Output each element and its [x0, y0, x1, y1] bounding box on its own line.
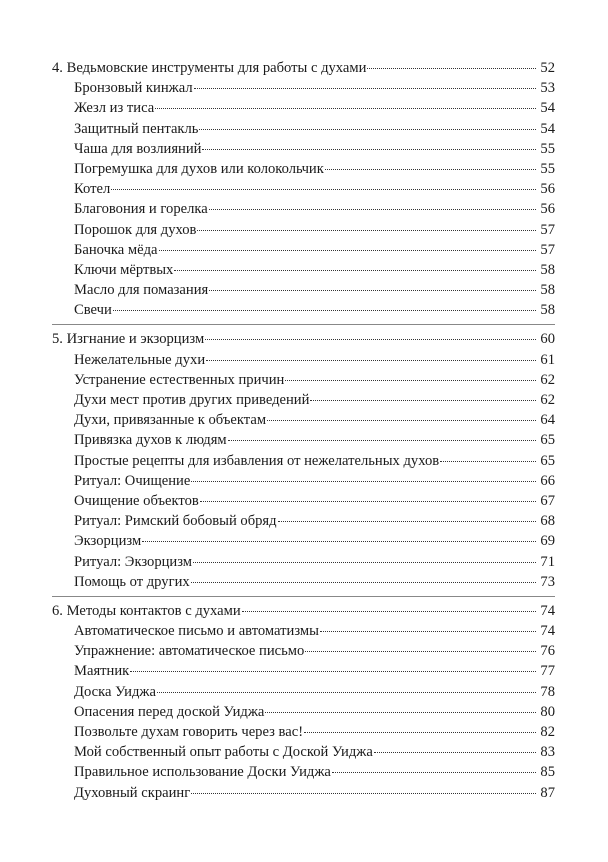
page-number: 53: [540, 80, 555, 97]
page-number: 54: [540, 120, 555, 137]
entry-title: Котел: [74, 181, 111, 198]
dot-leader: [440, 460, 536, 462]
dot-leader: [304, 731, 536, 733]
page-number: 58: [540, 302, 555, 319]
dot-leader: [193, 561, 536, 563]
subsection-entry[interactable]: [52, 280, 555, 300]
entry-title: Духовный скраинг: [74, 784, 191, 801]
subsection-entry[interactable]: [52, 531, 555, 551]
entry-title: Устранение естественных причин: [74, 371, 285, 388]
entry-title: Опасения перед доской Уиджа: [74, 703, 265, 720]
subsection-entry[interactable]: [52, 78, 555, 98]
page-number: 69: [540, 533, 555, 550]
entry-title: Мой собственный опыт работы с Доской Уиджа: [74, 744, 373, 761]
page-number: 60: [540, 331, 555, 348]
entry-title: 4. Ведьмовские инструменты для работы с духами: [52, 60, 367, 76]
page-number: 85: [540, 764, 555, 781]
entry-title: 5. Изгнание и экзорцизм: [52, 331, 205, 348]
dot-leader: [194, 87, 536, 89]
subsection-entry[interactable]: [52, 621, 555, 641]
subsection-entry[interactable]: [52, 220, 555, 240]
table-of-contents: [52, 58, 555, 803]
chapter-entry[interactable]: [52, 58, 555, 78]
subsection-entry[interactable]: [52, 722, 555, 742]
section-divider: [52, 596, 555, 597]
subsection-entry[interactable]: [52, 661, 555, 681]
dot-leader: [374, 751, 536, 753]
page-number: 58: [540, 261, 555, 278]
dot-leader: [325, 168, 536, 170]
dot-leader: [191, 480, 536, 482]
dot-leader: [242, 610, 536, 612]
page-number: 80: [540, 703, 555, 720]
dot-leader: [228, 439, 536, 441]
dot-leader: [202, 148, 536, 150]
dot-leader: [174, 269, 536, 271]
entry-title: Доска Уиджа: [74, 683, 156, 700]
subsection-entry[interactable]: [52, 511, 555, 531]
entry-title: Жезл из тиса: [74, 100, 155, 117]
subsection-entry[interactable]: [52, 390, 555, 410]
subsection-entry[interactable]: [52, 682, 555, 702]
dot-leader: [157, 691, 536, 693]
entry-title: Очищение объектов: [74, 492, 199, 509]
subsection-entry[interactable]: [52, 491, 555, 511]
page-number: 82: [540, 724, 555, 740]
dot-leader: [142, 540, 536, 542]
dot-leader: [113, 309, 536, 311]
page-number: 61: [540, 351, 555, 368]
subsection-entry[interactable]: [52, 98, 555, 118]
entry-title: Помощь от других: [74, 573, 190, 590]
page-number: 54: [540, 100, 555, 117]
subsection-entry[interactable]: [52, 300, 555, 320]
entry-title: Благовония и горелка: [74, 201, 208, 218]
subsection-entry[interactable]: [52, 641, 555, 661]
subsection-entry[interactable]: [52, 159, 555, 179]
entry-title: Нежелательные духи: [74, 351, 206, 368]
entry-title: Позвольте духам говорить через вас!: [74, 724, 304, 740]
page-number: 73: [540, 573, 555, 590]
subsection-entry[interactable]: [52, 260, 555, 280]
dot-leader: [265, 711, 536, 713]
page-number: 56: [540, 201, 555, 218]
page-number: 66: [540, 472, 555, 489]
entry-title: Защитный пентакль: [74, 120, 199, 137]
chapter-entry[interactable]: [52, 601, 555, 621]
subsection-entry[interactable]: [52, 783, 555, 803]
page-number: 55: [540, 140, 555, 157]
entry-title: Маятник: [74, 663, 130, 680]
page-number: 87: [540, 784, 555, 801]
dot-leader: [305, 650, 536, 652]
page-number: 56: [540, 181, 555, 198]
page-number: 78: [540, 683, 555, 700]
entry-title: Масло для помазания: [74, 282, 209, 299]
dot-leader: [200, 500, 536, 502]
subsection-entry[interactable]: [52, 552, 555, 572]
dot-leader: [197, 229, 536, 231]
entry-title: Упражнение: автоматическое письмо: [74, 643, 305, 660]
section-divider: [52, 324, 555, 325]
entry-title: 6. Методы контактов с духами: [52, 602, 241, 619]
subsection-entry[interactable]: [52, 179, 555, 199]
dot-leader: [191, 581, 536, 583]
dot-leader: [320, 630, 536, 632]
subsection-entry[interactable]: [52, 350, 555, 370]
dot-leader: [367, 67, 536, 69]
page-number: 57: [540, 221, 555, 238]
subsection-entry[interactable]: [52, 119, 555, 139]
subsection-entry[interactable]: [52, 139, 555, 159]
page-number: 58: [540, 282, 555, 299]
dot-leader: [332, 771, 536, 773]
entry-title: Чаша для возлияний: [74, 140, 202, 157]
entry-title: Ритуал: Римский бобовый обряд: [74, 513, 277, 530]
page-number: 83: [540, 744, 555, 761]
subsection-entry[interactable]: [52, 451, 555, 471]
subsection-entry[interactable]: [52, 410, 555, 430]
page-number: 77: [540, 663, 555, 680]
dot-leader: [199, 128, 536, 130]
dot-leader: [209, 289, 536, 291]
entry-title: Духи, привязанные к объектам: [74, 412, 267, 429]
entry-title: Экзорцизм: [74, 533, 142, 550]
subsection-entry[interactable]: [52, 702, 555, 722]
page-number: 65: [540, 432, 555, 449]
entry-title: Автоматическое письмо и автоматизмы: [74, 623, 319, 640]
page-number: 62: [540, 371, 555, 388]
subsection-entry[interactable]: [52, 430, 555, 450]
entry-title: Бронзовый кинжал: [74, 80, 193, 97]
entry-title: Привязка духов к людям: [74, 432, 227, 449]
entry-title: Порошок для духов: [74, 221, 197, 238]
page-number: 65: [540, 452, 555, 469]
entry-title: Ключи мёртвых: [74, 261, 174, 278]
page-number: 68: [540, 513, 555, 530]
entry-title: Погремушка для духов или колокольчик: [74, 160, 324, 177]
dot-leader: [130, 670, 536, 672]
page-number: 67: [540, 492, 555, 509]
dot-leader: [267, 419, 536, 421]
subsection-entry[interactable]: [52, 199, 555, 219]
dot-leader: [285, 379, 536, 381]
dot-leader: [278, 520, 536, 522]
entry-title: Ритуал: Очищение: [74, 472, 191, 489]
page-number: 74: [540, 623, 555, 640]
page-number: 74: [540, 602, 555, 619]
page-number: 55: [540, 160, 555, 177]
entry-title: Простые рецепты для избавления от нежелательных духов: [74, 452, 440, 469]
subsection-entry[interactable]: [52, 762, 555, 782]
dot-leader: [310, 399, 536, 401]
subsection-entry[interactable]: [52, 572, 555, 592]
page-number: 52: [540, 60, 555, 76]
entry-title: Духи мест против других приведений: [74, 392, 310, 408]
entry-title: Правильное использование Доски Уиджа: [74, 764, 331, 781]
page-number: 71: [540, 553, 555, 570]
entry-title: Баночка мёда: [74, 241, 158, 258]
entry-title: Ритуал: Экзорцизм: [74, 553, 193, 570]
page-number: 76: [540, 643, 555, 660]
entry-title: Свечи: [74, 302, 112, 319]
subsection-entry[interactable]: [52, 370, 555, 390]
dot-leader: [191, 792, 536, 794]
subsection-entry[interactable]: [52, 240, 555, 260]
subsection-entry[interactable]: [52, 471, 555, 491]
page-number: 57: [540, 241, 555, 258]
dot-leader: [111, 188, 536, 190]
dot-leader: [159, 249, 536, 251]
chapter-entry[interactable]: [52, 329, 555, 349]
dot-leader: [206, 359, 536, 361]
dot-leader: [209, 208, 536, 210]
dot-leader: [205, 338, 536, 340]
page-number: 64: [540, 412, 555, 429]
dot-leader: [155, 107, 536, 109]
page-number: 62: [540, 392, 555, 408]
subsection-entry[interactable]: [52, 742, 555, 762]
